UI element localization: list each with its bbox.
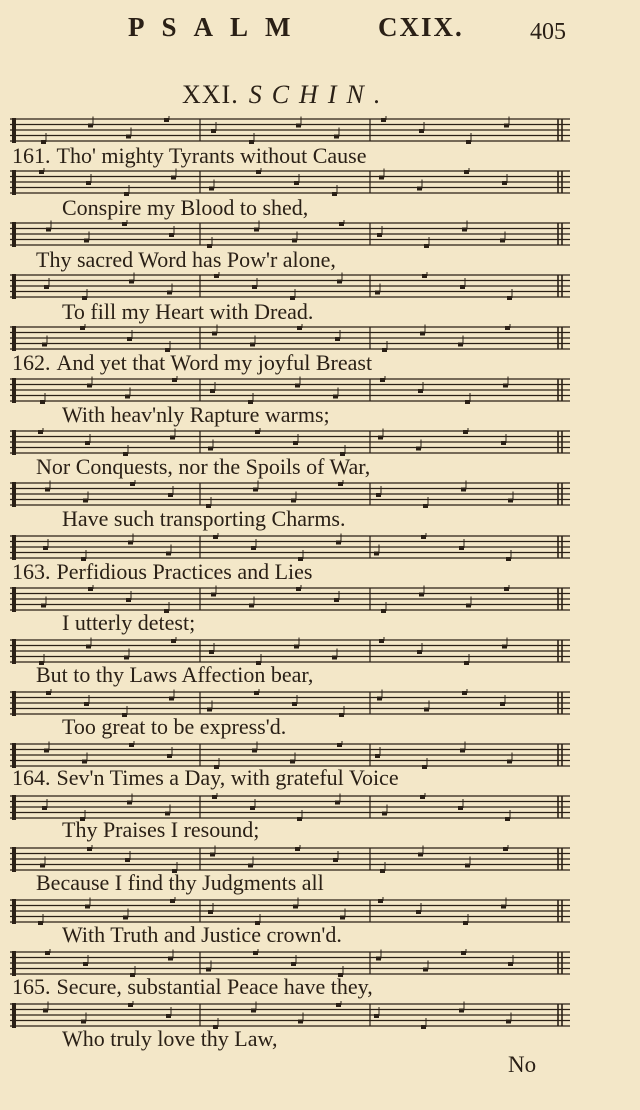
section-hebrew-letter: SCHIN. bbox=[248, 80, 391, 109]
lyric-line bbox=[62, 404, 330, 426]
verse-number: 161. bbox=[12, 143, 51, 168]
running-head-number: CXIX. bbox=[378, 12, 464, 42]
lyric-text: Thy Praises I resound; bbox=[62, 817, 260, 842]
lyric-line bbox=[62, 1028, 277, 1050]
verse-number: 165. bbox=[12, 974, 51, 999]
lyric-text: Nor Conquests, nor the Spoils of War, bbox=[36, 454, 371, 479]
lyric-line bbox=[62, 924, 342, 946]
lyric-text: Who truly love thy Law, bbox=[62, 1026, 278, 1051]
lyric-text: Conspire my Blood to shed, bbox=[62, 195, 309, 220]
lyric-line bbox=[12, 352, 372, 374]
lyric-line bbox=[62, 301, 313, 323]
lyric-text: I utterly detest; bbox=[62, 610, 196, 635]
lyric-line bbox=[36, 249, 336, 271]
lyric-text: Sev'n Times a Day, with grateful Voice bbox=[56, 765, 399, 790]
lyric-text: But to thy Laws Affection bear, bbox=[36, 662, 314, 687]
lyric-text: Because I find thy Judgments all bbox=[36, 870, 324, 895]
lyric-text: To fill my Heart with Dread. bbox=[62, 299, 314, 324]
music-staff bbox=[10, 116, 570, 146]
running-head-psalm: PSALM bbox=[128, 12, 308, 42]
lyric-line bbox=[12, 145, 367, 167]
lyric-line bbox=[62, 716, 286, 738]
lyric-line bbox=[12, 561, 313, 583]
music-staff bbox=[10, 220, 570, 250]
lyric-text: Too great to be express'd. bbox=[62, 714, 287, 739]
lyric-line bbox=[62, 819, 259, 841]
verse-number: 164. bbox=[12, 765, 51, 790]
lyric-text: With heav'nly Rapture warms; bbox=[62, 402, 330, 427]
section-roman: XXI. bbox=[182, 80, 239, 109]
page-number: 405 bbox=[530, 19, 566, 45]
lyric-text: Tho' mighty Tyrants without Cause bbox=[56, 143, 367, 168]
verse-number: 163. bbox=[12, 559, 51, 584]
lyric-text: Secure, substantial Peace have they, bbox=[56, 974, 373, 999]
catchword: No bbox=[508, 1052, 537, 1077]
lyric-line bbox=[36, 664, 313, 686]
lyric-text: With Truth and Justice crown'd. bbox=[62, 922, 342, 947]
lyric-text: Thy sacred Word has Pow'r alone, bbox=[36, 247, 336, 272]
verse-number: 162. bbox=[12, 350, 51, 375]
section-title bbox=[182, 80, 390, 110]
music-staff bbox=[10, 272, 570, 302]
lyric-line bbox=[62, 612, 195, 634]
lyric-text: Have such transporting Charms. bbox=[62, 506, 346, 531]
music-staff bbox=[10, 168, 570, 198]
lyric-line bbox=[12, 767, 399, 789]
lyric-line bbox=[36, 456, 370, 478]
lyric-line bbox=[62, 508, 346, 530]
lyric-line bbox=[62, 197, 308, 219]
lyric-line bbox=[12, 976, 373, 998]
lyric-line bbox=[36, 872, 324, 894]
lyric-text: Perfidious Practices and Lies bbox=[56, 559, 313, 584]
lyric-text: And yet that Word my joyful Breast bbox=[56, 350, 373, 375]
